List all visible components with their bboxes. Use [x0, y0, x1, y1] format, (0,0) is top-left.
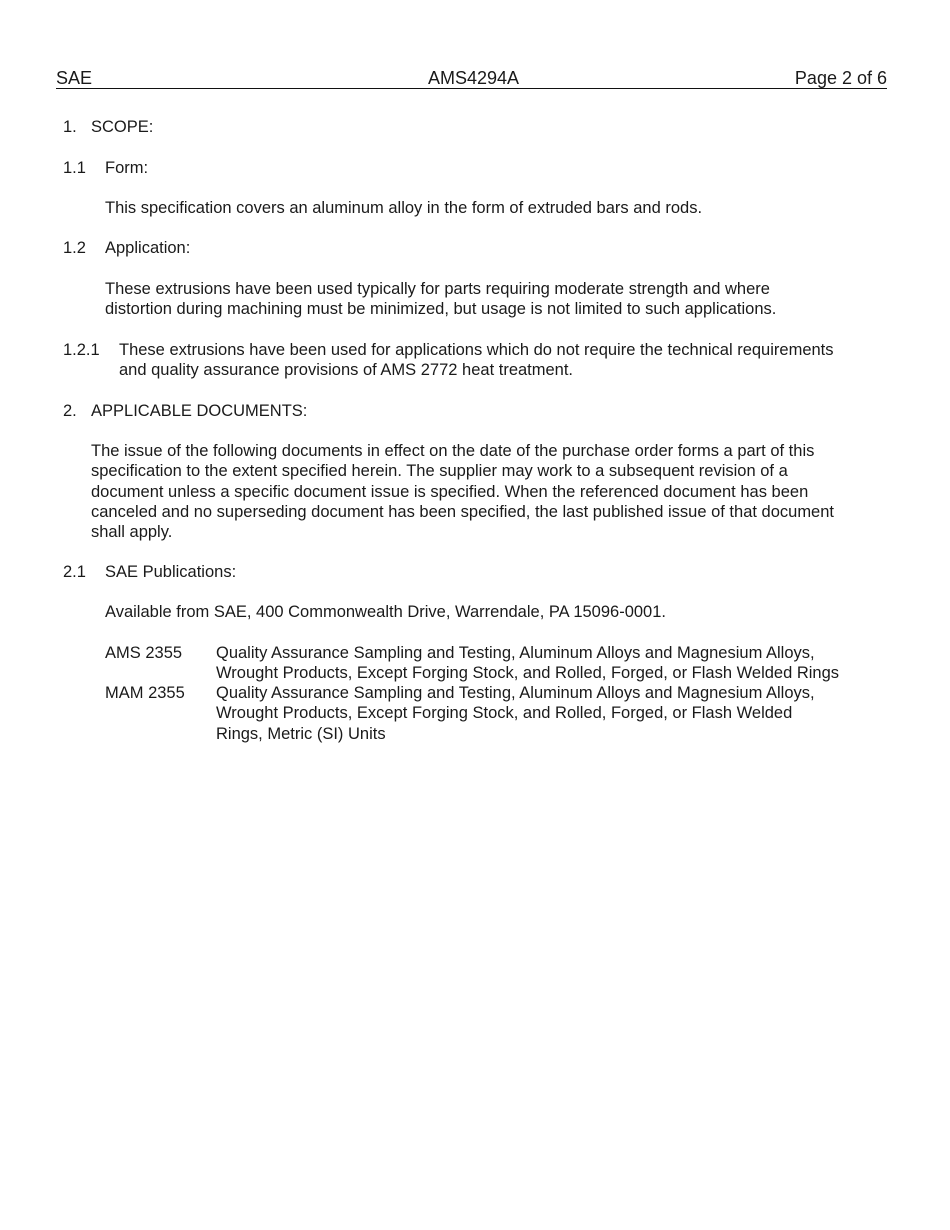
header-document-number: AMS4294A	[428, 68, 520, 88]
header-organization: SAE	[56, 68, 93, 88]
section-1-1-body	[105, 198, 702, 218]
section-title: SAE Publications:	[105, 563, 237, 581]
section-number: 1.1	[63, 159, 86, 177]
reference-description	[216, 683, 815, 744]
paragraph-line: canceled and no superseding document has been specified, the last published issue of that document	[91, 502, 834, 521]
reference-line: Wrought Products, Except Forging Stock, and Rolled, Forged, or Flash Welded Rings	[216, 664, 840, 683]
section-number: 1.	[63, 118, 77, 136]
reference-line: Wrought Products, Except Forging Stock, and Rolled, Forged, or Flash Welded	[216, 704, 793, 723]
paragraph-line: Available from SAE, 400 Commonwealth Drive, Warrendale, PA 15096-0001.	[105, 603, 666, 621]
section-number: 2.1	[63, 563, 86, 581]
section-1-2-1-number: 1.2.1	[63, 341, 100, 359]
reference-line: Quality Assurance Sampling and Testing, Aluminum Alloys and Magnesium Alloys,	[216, 644, 815, 662]
paragraph-line: This specification covers an aluminum alloy in the form of extruded bars and rods.	[105, 199, 703, 217]
reference-code: AMS 2355	[105, 644, 183, 662]
section-title: SCOPE:	[91, 118, 154, 136]
paragraph-line: The issue of the following documents in effect on the date of the purchase order forms a part of this	[91, 442, 815, 460]
section-1-2-body	[105, 279, 776, 320]
paragraph-line: specification to the extent specified herein. The supplier may work to a subsequent revision of a	[91, 462, 788, 481]
paragraph-line: document unless a specific document issue is specified. When the referenced document has been	[91, 482, 809, 501]
section-title: APPLICABLE DOCUMENTS:	[91, 402, 308, 420]
paragraph-line: shall apply.	[91, 523, 173, 542]
section-number: 2.	[63, 402, 77, 420]
reference-code: MAM 2355	[105, 684, 185, 702]
header-page-number: Page 2 of 6	[794, 68, 887, 88]
section-title: Form:	[105, 159, 149, 177]
page-header	[56, 68, 887, 89]
paragraph-line: and quality assurance provisions of AMS 2772 heat treatment.	[119, 361, 574, 380]
section-2-1-body	[105, 602, 666, 622]
section-title: Application:	[105, 239, 191, 257]
reference-line: Rings, Metric (SI) Units	[216, 724, 386, 743]
reference-description	[216, 643, 839, 684]
reference-line: Quality Assurance Sampling and Testing, Aluminum Alloys and Magnesium Alloys,	[216, 684, 815, 702]
paragraph-line: distortion during machining must be minimized, but usage is not limited to such applications.	[105, 300, 777, 319]
section-number: 1.2	[63, 239, 86, 257]
paragraph-line: These extrusions have been used for applications which do not require the technical requirements	[119, 341, 834, 359]
section-2-body	[91, 441, 834, 542]
paragraph-line: These extrusions have been used typically for parts requiring moderate strength and where	[105, 280, 770, 298]
section-1-2-1-body	[119, 340, 834, 381]
